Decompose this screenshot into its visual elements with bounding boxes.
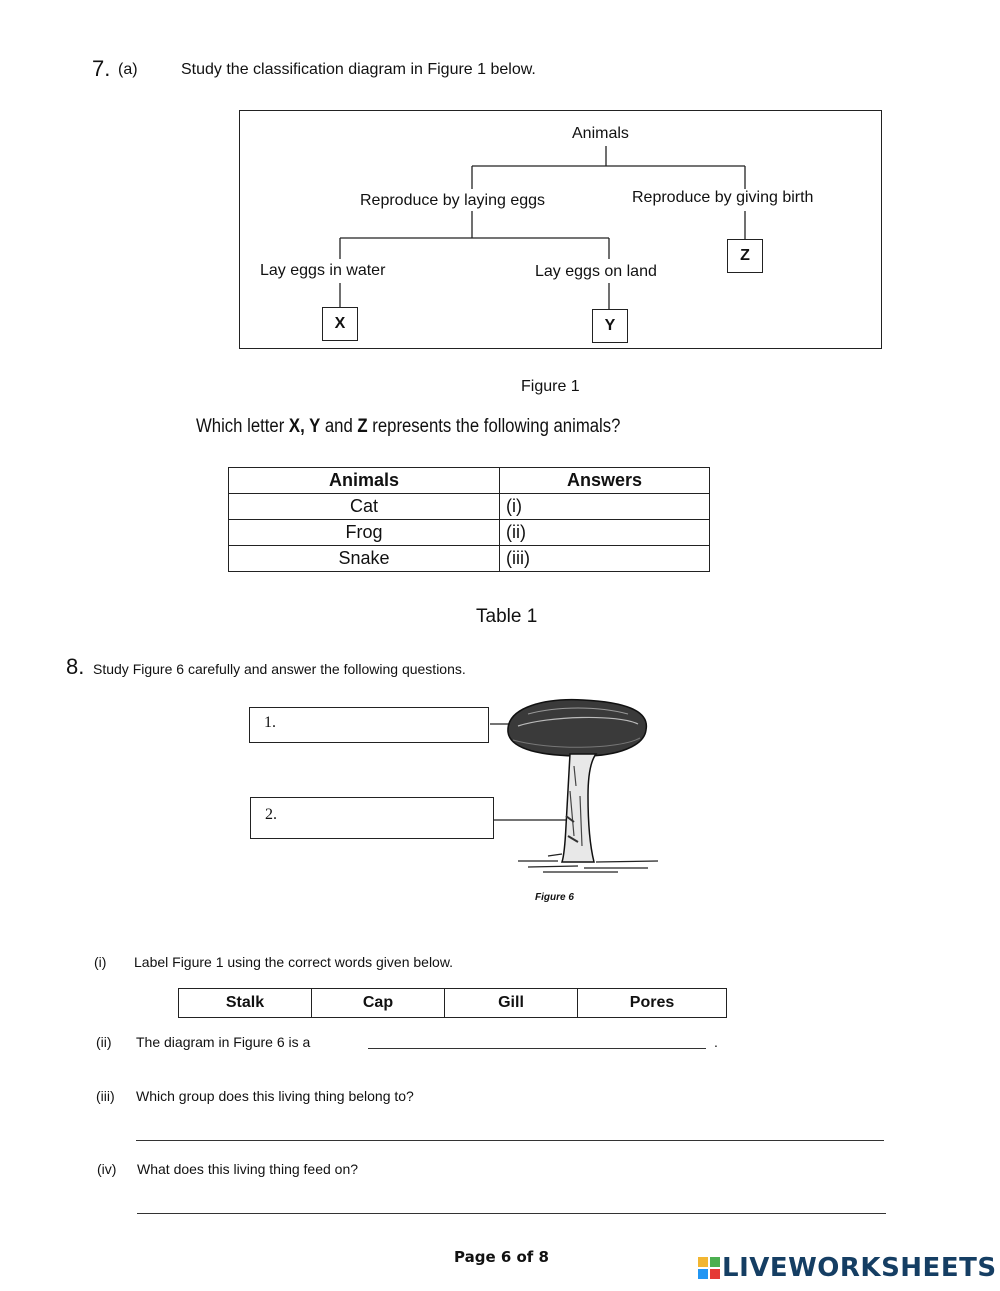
q7-question-z: Z	[357, 416, 368, 437]
figure-1-caption: Figure 1	[521, 378, 580, 395]
liveworksheets-brand: LIVEWORKSHEETS	[722, 1253, 997, 1283]
q7-question-and: and	[320, 416, 358, 437]
box-y: Y	[592, 309, 628, 343]
q7-question-prefix: Which letter	[196, 416, 289, 437]
label-box-2[interactable]: 2.	[250, 797, 494, 839]
animal-cell: Snake	[229, 546, 500, 572]
page-number: Page 6 of 8	[454, 1248, 549, 1266]
q7-question-suffix: represents the following animals?	[367, 416, 621, 437]
part-iv-text: What does this living thing feed on?	[137, 1161, 359, 1177]
animal-cell: Cat	[229, 494, 500, 520]
table-1-caption: Table 1	[476, 606, 538, 627]
q7-instruction: Study the classification diagram in Figure 1 below.	[181, 61, 536, 78]
part-iv-answer-line[interactable]	[137, 1213, 886, 1214]
node-animals: Animals	[572, 125, 629, 142]
part-iii-answer-line[interactable]	[136, 1140, 884, 1141]
word-cap[interactable]: Cap	[312, 989, 445, 1018]
animals-table	[228, 467, 710, 572]
table-header-row	[229, 468, 710, 494]
header-answers: Answers	[500, 468, 710, 494]
part-i-text: Label Figure 1 using the correct words given below.	[134, 954, 454, 970]
part-iv-number: (iv)	[97, 1161, 117, 1177]
figure-6-caption: Figure 6	[535, 892, 574, 903]
word-pores[interactable]: Pores	[578, 989, 727, 1018]
label-box-1[interactable]: 1.	[249, 707, 489, 743]
table-row	[229, 520, 710, 546]
classification-diagram	[239, 110, 882, 349]
answer-cell[interactable]: (ii)	[500, 520, 710, 546]
answer-cell[interactable]: (i)	[500, 494, 710, 520]
part-ii-answer-line[interactable]	[368, 1048, 706, 1049]
part-ii-number: (ii)	[96, 1034, 112, 1050]
animal-cell: Frog	[229, 520, 500, 546]
q8-number: 8.	[66, 654, 85, 679]
node-laying-eggs: Reproduce by laying eggs	[360, 192, 546, 209]
table-row	[229, 546, 710, 572]
part-ii-period: .	[714, 1034, 718, 1050]
word-bank-row	[179, 989, 727, 1018]
part-iii-number: (iii)	[96, 1088, 115, 1104]
liveworksheets-logo-icon	[698, 1257, 720, 1279]
q7-question-letters: X, Y	[288, 416, 321, 437]
word-bank-table	[178, 988, 727, 1018]
mushroom-illustration	[488, 696, 678, 876]
table-row	[229, 494, 710, 520]
word-stalk[interactable]: Stalk	[179, 989, 312, 1018]
mushroom-cap	[508, 700, 646, 756]
mushroom-stalk	[562, 754, 596, 862]
q7-number: 7.	[92, 56, 111, 81]
part-i-number: (i)	[94, 954, 107, 970]
box-x: X	[322, 307, 358, 341]
q8-instruction: Study Figure 6 carefully and answer the following questions.	[93, 661, 466, 677]
node-giving-birth: Reproduce by giving birth	[632, 189, 814, 206]
word-gill[interactable]: Gill	[445, 989, 578, 1018]
q7-part: (a)	[118, 61, 138, 78]
header-animals: Animals	[229, 468, 500, 494]
box-z: Z	[727, 239, 763, 273]
node-eggs-water: Lay eggs in water	[260, 262, 386, 279]
node-eggs-land: Lay eggs on land	[535, 263, 657, 280]
q7-question	[196, 416, 620, 438]
part-ii-text: The diagram in Figure 6 is a	[136, 1034, 311, 1050]
answer-cell[interactable]: (iii)	[500, 546, 710, 572]
part-iii-text: Which group does this living thing belong to?	[136, 1088, 414, 1104]
